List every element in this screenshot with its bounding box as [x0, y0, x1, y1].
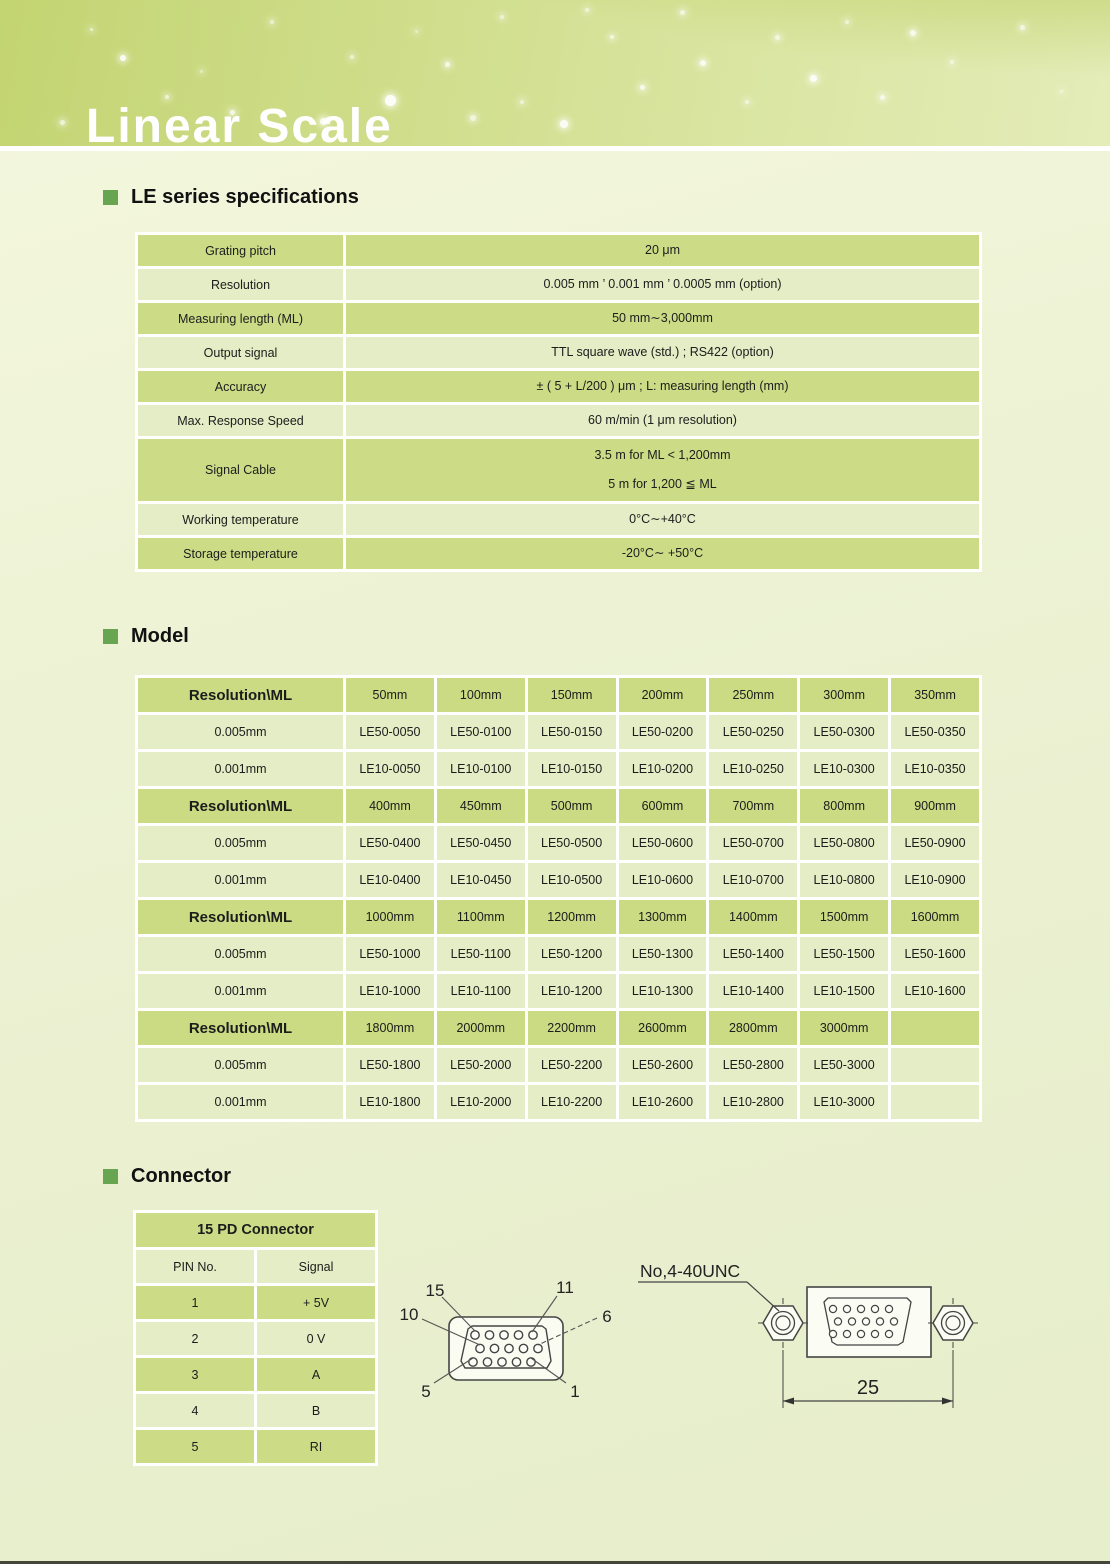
connector-pin-table	[133, 1210, 378, 1466]
model-cell: LE10-2200	[528, 1085, 616, 1119]
model-cell: LE10-1600	[891, 974, 979, 1008]
spec-row-value	[346, 337, 979, 368]
model-cell: LE50-1200	[528, 937, 616, 971]
model-header-row	[138, 678, 979, 712]
spec-row-value	[346, 504, 979, 535]
connector-heading-text: Connector	[131, 1165, 231, 1187]
connector-pin-signal: A	[257, 1358, 375, 1391]
sparkle-glint	[520, 100, 524, 104]
connector-diagrams	[395, 1256, 1035, 1434]
model-header-size: 150mm	[528, 678, 616, 712]
connector-header-row	[136, 1250, 375, 1283]
model-cell: LE50-0500	[528, 826, 616, 860]
sparkle-glint	[270, 20, 274, 24]
model-cell: LE10-2000	[437, 1085, 525, 1119]
model-cell: LE50-1400	[709, 937, 797, 971]
connector-front-diagram	[638, 1282, 978, 1408]
model-cell: LE50-0400	[346, 826, 434, 860]
sparkle-glint	[610, 35, 614, 39]
model-header-label: Resolution\ML	[138, 900, 343, 934]
thread-spec-label: No,4-40UNC	[640, 1261, 741, 1281]
model-header-size: 200mm	[619, 678, 707, 712]
model-row-label: 0.005mm	[138, 937, 343, 971]
connector-pin-row	[136, 1322, 375, 1355]
pin-label-15: 15	[425, 1281, 445, 1300]
model-row-label: 0.005mm	[138, 715, 343, 749]
model-data-row	[138, 863, 979, 897]
pin-label-6: 6	[602, 1307, 612, 1326]
model-cell: LE50-2600	[619, 1048, 707, 1082]
model-header-row	[138, 789, 979, 823]
dimension-value: 25	[856, 1377, 880, 1399]
spec-row-label: Signal Cable	[138, 439, 343, 501]
model-cell	[891, 1048, 979, 1082]
model-cell: LE10-0350	[891, 752, 979, 786]
model-header-size: 1200mm	[528, 900, 616, 934]
model-cell: LE10-0250	[709, 752, 797, 786]
spec-value-line: 0.005 mm ’ 0.001 mm ’ 0.0005 mm (option)	[543, 277, 782, 292]
hex-nut-right	[928, 1298, 978, 1348]
model-row-label: 0.001mm	[138, 974, 343, 1008]
pin-label-5: 5	[421, 1382, 431, 1401]
spec-value-line: 50 mm∼3,000mm	[612, 311, 713, 326]
model-cell: LE50-0300	[800, 715, 888, 749]
model-cell: LE10-0900	[891, 863, 979, 897]
model-data-row	[138, 715, 979, 749]
model-data-row	[138, 826, 979, 860]
model-cell: LE50-0200	[619, 715, 707, 749]
spec-row-label: Grating pitch	[138, 235, 343, 266]
model-cell: LE10-0600	[619, 863, 707, 897]
spec-row-label: Output signal	[138, 337, 343, 368]
spec-row-value	[346, 303, 979, 334]
spec-value-line: ± ( 5 + L/200 ) μm ; L: measuring length (mm)	[536, 379, 789, 394]
model-header-size: 600mm	[619, 789, 707, 823]
model-header-size	[891, 1011, 979, 1045]
sparkle-glint	[910, 30, 916, 36]
model-header-size: 1300mm	[619, 900, 707, 934]
model-cell: LE50-1600	[891, 937, 979, 971]
model-header-size: 2200mm	[528, 1011, 616, 1045]
model-cell: LE10-0050	[346, 752, 434, 786]
model-cell: LE50-2000	[437, 1048, 525, 1082]
model-cell: LE50-0350	[891, 715, 979, 749]
model-header-size: 250mm	[709, 678, 797, 712]
sparkle-glint	[845, 20, 849, 24]
spec-row-value	[346, 538, 979, 569]
sparkle-glint	[470, 115, 476, 121]
model-cell: LE10-1100	[437, 974, 525, 1008]
model-cell: LE50-0450	[437, 826, 525, 860]
model-cell: LE50-0250	[709, 715, 797, 749]
spec-table-row	[138, 235, 979, 266]
sparkle-glint	[700, 60, 706, 66]
model-cell: LE10-1500	[800, 974, 888, 1008]
sparkle-glint	[90, 28, 93, 31]
model-row-label: 0.001mm	[138, 752, 343, 786]
connector-pin-row	[136, 1286, 375, 1319]
model-header-label: Resolution\ML	[138, 789, 343, 823]
connector-pin-signal: B	[257, 1394, 375, 1427]
model-cell: LE10-1800	[346, 1085, 434, 1119]
spec-row-label: Working temperature	[138, 504, 343, 535]
spec-row-value	[346, 371, 979, 402]
connector-pin-signal: RI	[257, 1430, 375, 1463]
model-header-size: 900mm	[891, 789, 979, 823]
model-cell: LE10-1400	[709, 974, 797, 1008]
specifications-table	[135, 232, 982, 572]
model-header-size: 300mm	[800, 678, 888, 712]
model-header-row	[138, 1011, 979, 1045]
spec-table-row	[138, 439, 979, 501]
model-cell: LE10-0800	[800, 863, 888, 897]
model-cell: LE10-1300	[619, 974, 707, 1008]
spec-value-line: 20 μm	[645, 243, 680, 258]
model-row-label: 0.005mm	[138, 1048, 343, 1082]
model-cell: LE10-1200	[528, 974, 616, 1008]
spec-row-value	[346, 405, 979, 436]
model-cell	[891, 1085, 979, 1119]
model-header-size: 1600mm	[891, 900, 979, 934]
model-cell: LE50-0100	[437, 715, 525, 749]
spec-value-line: 5 m for 1,200 ≦ ML	[608, 477, 717, 491]
sparkle-glint	[640, 85, 645, 90]
spec-row-label: Measuring length (ML)	[138, 303, 343, 334]
hex-nut-left	[758, 1298, 808, 1348]
model-header-size: 2000mm	[437, 1011, 525, 1045]
model-header-size: 2600mm	[619, 1011, 707, 1045]
sparkle-glint	[745, 100, 749, 104]
spec-table-row	[138, 405, 979, 436]
section-connector-heading	[103, 1165, 231, 1188]
pin-label-11: 11	[556, 1278, 574, 1297]
model-cell: LE50-0050	[346, 715, 434, 749]
connector-pin-signal: + 5V	[257, 1286, 375, 1319]
section-bullet-icon	[103, 1169, 118, 1184]
spec-value-line: 3.5 m for ML < 1,200mm	[594, 448, 731, 463]
connector-pin-row	[136, 1358, 375, 1391]
model-cell: LE50-1800	[346, 1048, 434, 1082]
model-header-size: 100mm	[437, 678, 525, 712]
model-header-size: 500mm	[528, 789, 616, 823]
spec-table-row	[138, 269, 979, 300]
sparkle-glint	[585, 8, 589, 12]
model-cell: LE50-0900	[891, 826, 979, 860]
spec-row-label: Max. Response Speed	[138, 405, 343, 436]
connector-col-header: PIN No.	[136, 1250, 254, 1283]
sparkle-glint	[880, 95, 885, 100]
db15-face-diagram	[422, 1296, 597, 1383]
page-title: Linear Scale	[86, 100, 393, 151]
model-cell: LE50-2800	[709, 1048, 797, 1082]
model-header-size: 350mm	[891, 678, 979, 712]
spec-value-line: -20°C∼ +50°C	[621, 546, 704, 561]
model-cell: LE10-2600	[619, 1085, 707, 1119]
model-cell: LE50-1500	[800, 937, 888, 971]
sparkle-glint	[120, 55, 126, 61]
sparkle-glint	[350, 55, 354, 59]
connector-table-title: 15 PD Connector	[136, 1213, 375, 1247]
model-cell: LE50-1100	[437, 937, 525, 971]
sparkle-glint	[200, 70, 203, 73]
spec-table-row	[138, 371, 979, 402]
model-cell: LE10-0100	[437, 752, 525, 786]
connector-pin-row	[136, 1394, 375, 1427]
spec-table-row	[138, 538, 979, 569]
model-cell: LE50-2200	[528, 1048, 616, 1082]
sparkle-glint	[1020, 25, 1025, 30]
spec-table-row	[138, 303, 979, 334]
sparkle-glint	[445, 62, 450, 67]
sparkle-glint	[680, 10, 685, 15]
model-cell: LE50-1000	[346, 937, 434, 971]
model-header-size: 1000mm	[346, 900, 434, 934]
connector-pin-number: 3	[136, 1358, 254, 1391]
model-cell: LE10-1000	[346, 974, 434, 1008]
model-cell: LE10-0700	[709, 863, 797, 897]
model-cell: LE10-0500	[528, 863, 616, 897]
spec-row-label: Accuracy	[138, 371, 343, 402]
spec-value-line: 60 m/min (1 μm resolution)	[588, 413, 737, 428]
model-row-label: 0.001mm	[138, 863, 343, 897]
model-cell: LE50-0800	[800, 826, 888, 860]
section-model-heading	[103, 625, 189, 648]
model-data-row	[138, 1048, 979, 1082]
spec-row-label: Resolution	[138, 269, 343, 300]
connector-pin-number: 1	[136, 1286, 254, 1319]
model-cell: LE10-2800	[709, 1085, 797, 1119]
model-header-size: 50mm	[346, 678, 434, 712]
model-data-row	[138, 1085, 979, 1119]
model-cell: LE10-0150	[528, 752, 616, 786]
model-header-size: 2800mm	[709, 1011, 797, 1045]
connector-title-row	[136, 1213, 375, 1247]
model-header-size: 1800mm	[346, 1011, 434, 1045]
model-cell: LE10-0300	[800, 752, 888, 786]
model-cell: LE10-0200	[619, 752, 707, 786]
spec-table-row	[138, 337, 979, 368]
connector-pin-signal: 0 V	[257, 1322, 375, 1355]
spec-table-row	[138, 504, 979, 535]
model-cell: LE50-0700	[709, 826, 797, 860]
specifications-heading-text: LE series specifications	[131, 186, 359, 208]
model-header-size: 1500mm	[800, 900, 888, 934]
model-cell: LE10-3000	[800, 1085, 888, 1119]
sparkle-glint	[775, 35, 780, 40]
sparkle-glint	[415, 30, 418, 33]
model-data-row	[138, 974, 979, 1008]
pin-label-10: 10	[399, 1305, 419, 1324]
connector-pin-number: 2	[136, 1322, 254, 1355]
spec-row-value	[346, 269, 979, 300]
model-header-size: 1400mm	[709, 900, 797, 934]
connector-pin-number: 4	[136, 1394, 254, 1427]
model-header-label: Resolution\ML	[138, 678, 343, 712]
section-specifications-heading	[103, 186, 359, 209]
model-cell: LE10-0450	[437, 863, 525, 897]
sparkle-glint	[810, 75, 817, 82]
section-bullet-icon	[103, 190, 118, 205]
spec-value-line: TTL square wave (std.) ; RS422 (option)	[551, 345, 774, 360]
sparkle-glint	[950, 60, 954, 64]
section-bullet-icon	[103, 629, 118, 644]
spec-row-label: Storage temperature	[138, 538, 343, 569]
model-header-size: 800mm	[800, 789, 888, 823]
model-data-row	[138, 752, 979, 786]
model-header-size: 400mm	[346, 789, 434, 823]
sparkle-glint	[1060, 90, 1063, 93]
connector-pin-number: 5	[136, 1430, 254, 1463]
model-heading-text: Model	[131, 625, 189, 647]
model-header-row	[138, 900, 979, 934]
spec-row-value	[346, 439, 979, 501]
model-header-size: 700mm	[709, 789, 797, 823]
connector-col-header: Signal	[257, 1250, 375, 1283]
model-header-size: 1100mm	[437, 900, 525, 934]
model-cell: LE50-3000	[800, 1048, 888, 1082]
connector-pin-row	[136, 1430, 375, 1463]
model-cell: LE50-0150	[528, 715, 616, 749]
header-banner	[0, 0, 1110, 151]
model-header-size: 3000mm	[800, 1011, 888, 1045]
model-cell: LE10-0400	[346, 863, 434, 897]
sparkle-glint	[60, 120, 65, 125]
model-cell: LE50-0600	[619, 826, 707, 860]
spec-row-value	[346, 235, 979, 266]
sparkle-glint	[500, 15, 504, 19]
model-header-label: Resolution\ML	[138, 1011, 343, 1045]
model-row-label: 0.005mm	[138, 826, 343, 860]
model-row-label: 0.001mm	[138, 1085, 343, 1119]
pin-label-1: 1	[570, 1382, 580, 1401]
spec-value-line: 0°C∼+40°C	[629, 512, 696, 527]
model-data-row	[138, 937, 979, 971]
sparkle-glint	[560, 120, 568, 128]
model-table	[135, 675, 982, 1122]
model-cell: LE50-1300	[619, 937, 707, 971]
model-header-size: 450mm	[437, 789, 525, 823]
